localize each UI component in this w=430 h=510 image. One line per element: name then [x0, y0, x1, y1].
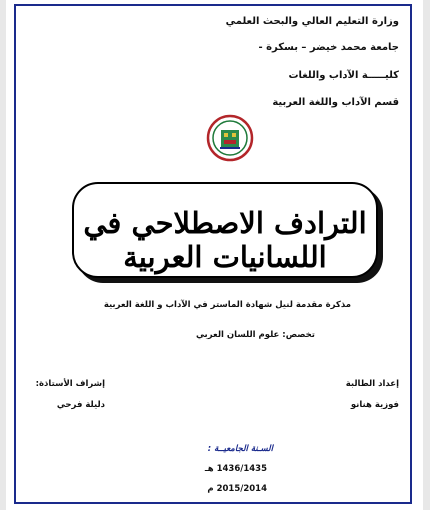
title-banner — [72, 182, 378, 278]
memo-description: مذكرة مقدمة لنيل شهادة الماستر في الآداب و اللغة العربية — [103, 300, 351, 310]
student-name: فوزية هنانو — [350, 400, 399, 410]
supervisor-name: دليلة فرحي — [56, 400, 105, 410]
academic-year-label: السـنة الجامعيــة : — [207, 444, 273, 454]
year-hijri: 1436/1435 هـ — [204, 464, 267, 474]
university-seal-icon — [206, 114, 254, 162]
faculty-name: كليـــــة الآداب واللغات — [288, 70, 399, 81]
document-page — [6, 0, 423, 510]
student-label: إعداد الطالبة — [345, 379, 399, 389]
ministry-name: وزارة التعليم العالي والبحث العلمي — [225, 16, 399, 27]
department-name: قسم الآداب واللغة العربية — [272, 97, 399, 108]
university-name: جامعة محمد خيضر – بسكرة - — [258, 42, 399, 53]
thesis-title: الترادف الاصطلاحي في اللسانيات العربية — [83, 206, 367, 274]
year-gregorian: 2015/2014 م — [207, 484, 267, 494]
specialty-line: تخصص: علوم اللسان العربي — [195, 330, 315, 340]
supervisor-label: إشراف الأستاذة: — [35, 379, 105, 389]
